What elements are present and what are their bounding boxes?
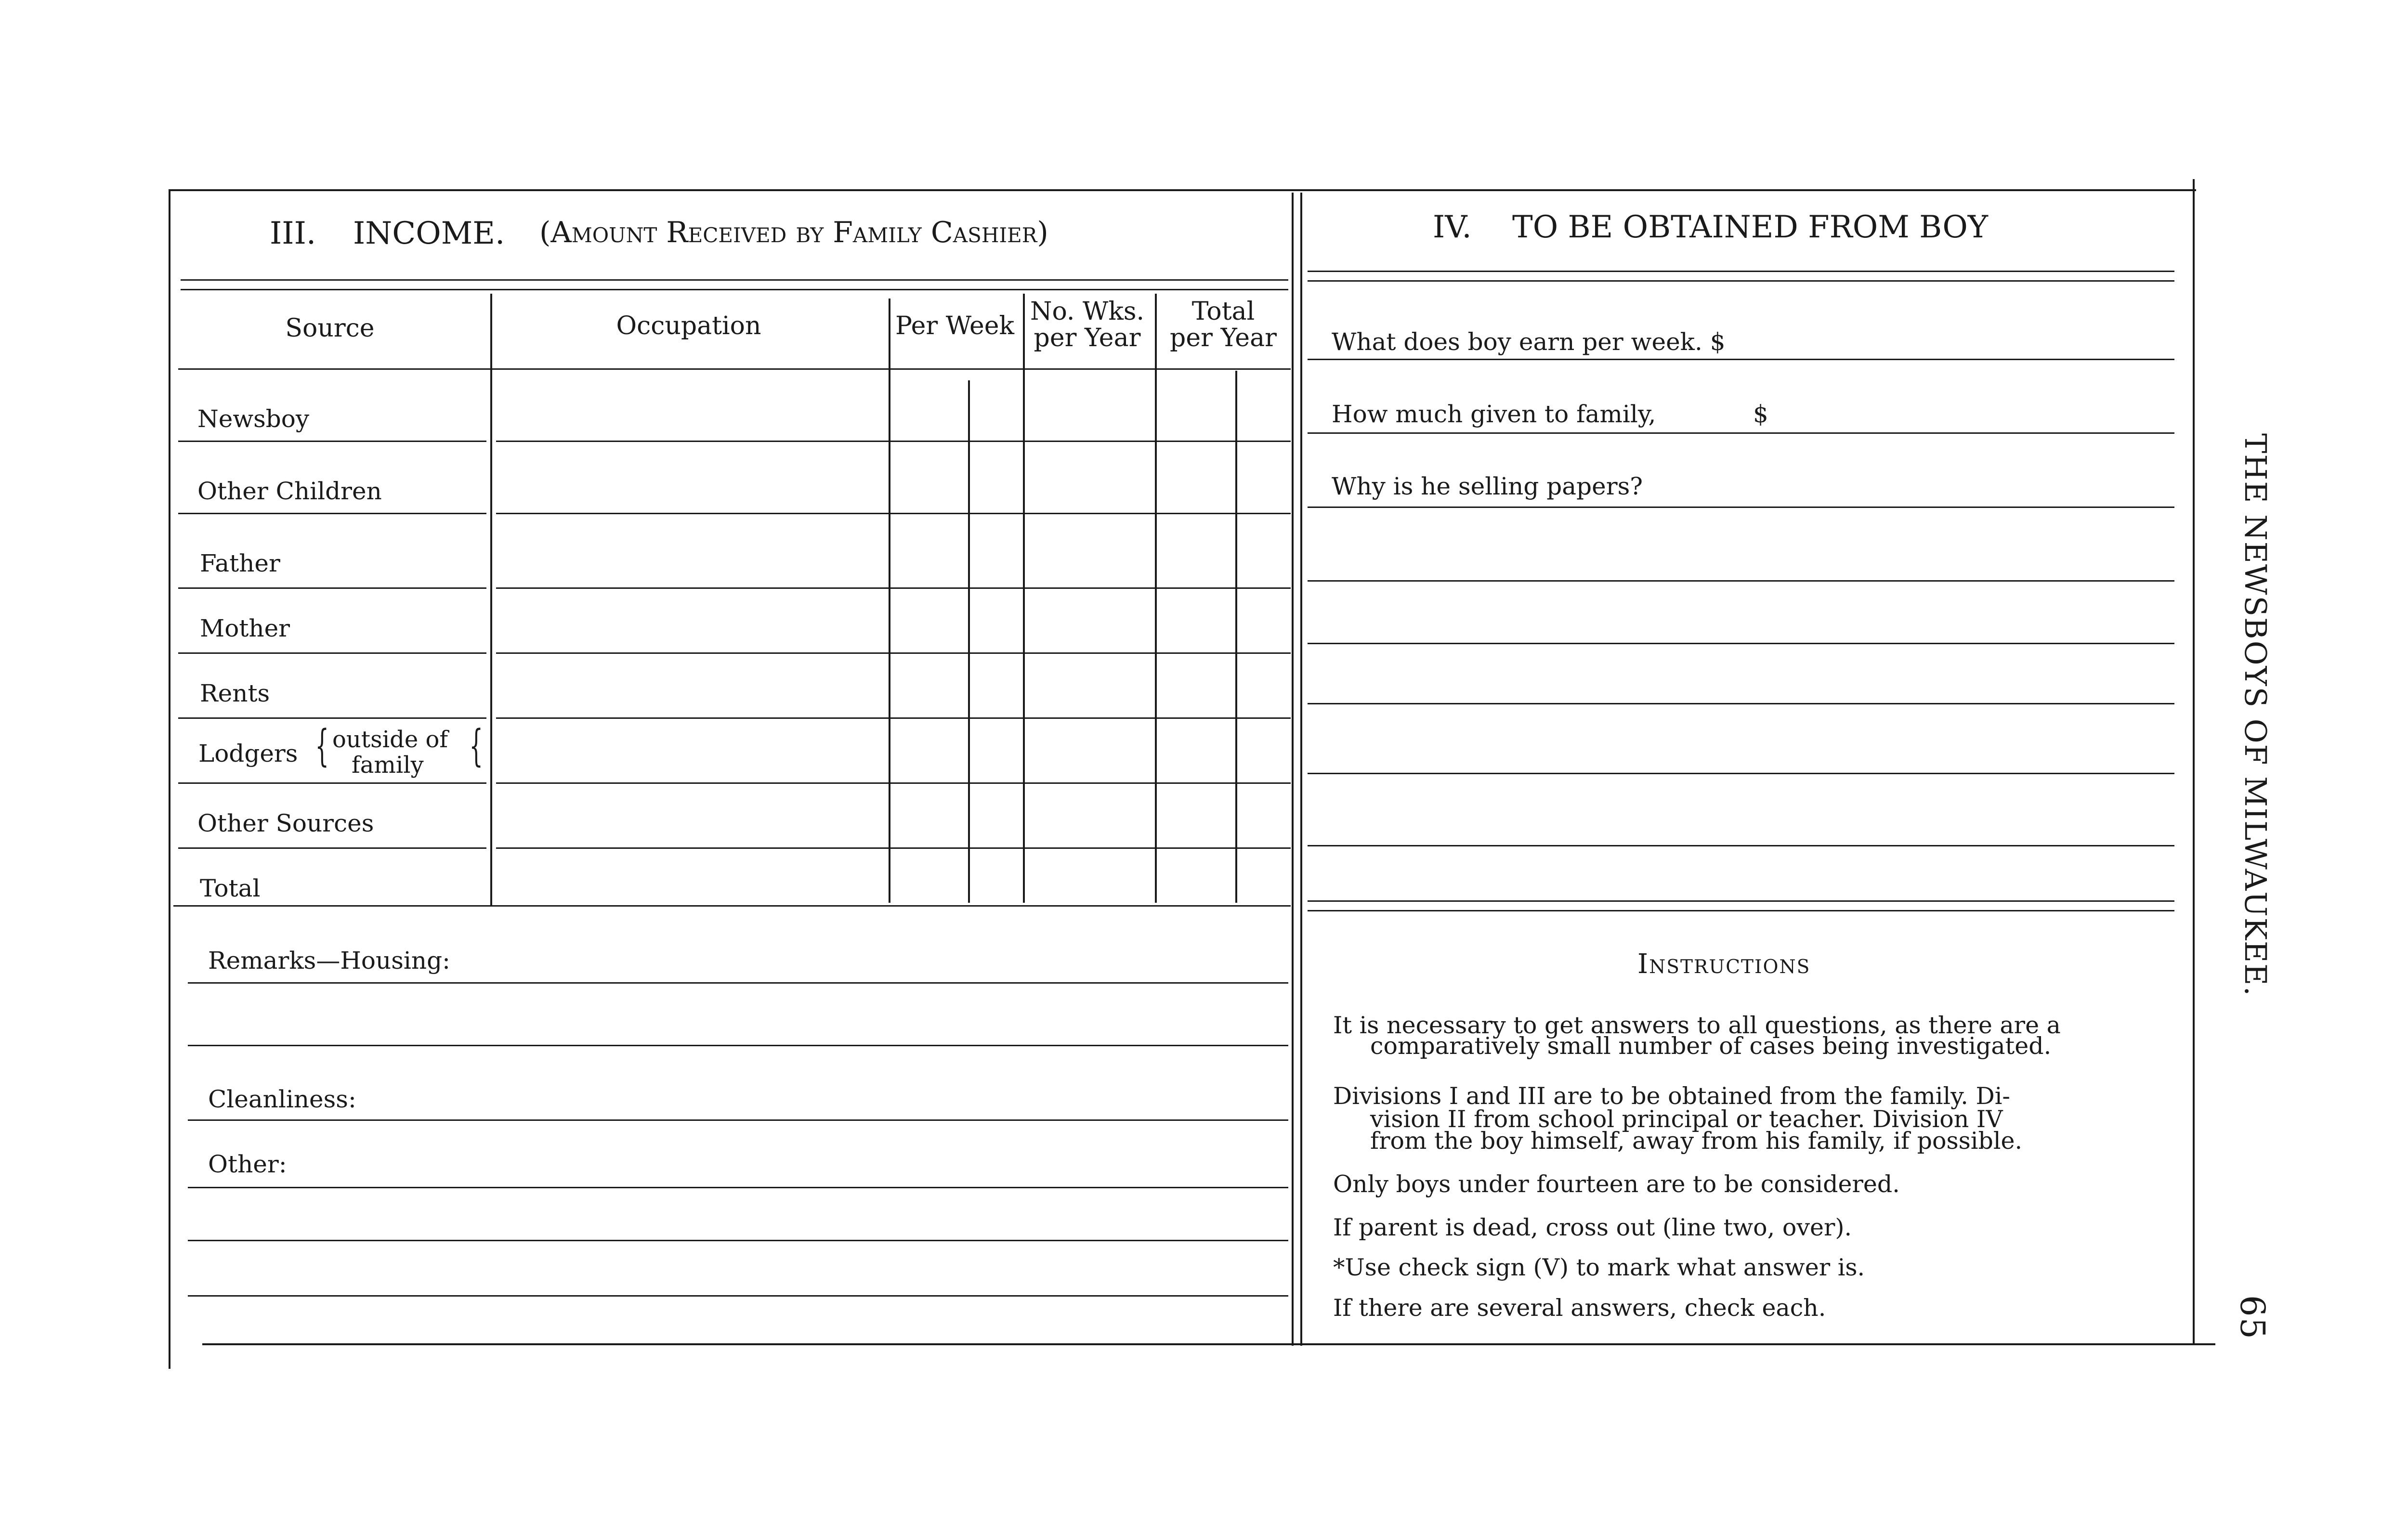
col-per-week-header: Per Week (895, 312, 1015, 340)
instruction-3: Only boys under fourteen are to be considered. (1333, 1170, 1900, 1198)
answer-rule (1308, 359, 2174, 360)
col-divider-total-cents (1235, 371, 1237, 903)
income-columns-rule (178, 368, 1291, 370)
instruction-1-line2: comparatively small number of cases being investigated. (1370, 1032, 2052, 1060)
answer-rule (1308, 432, 2174, 434)
row-other-sources-label: Other Sources (197, 809, 374, 837)
row-rule (496, 717, 1291, 719)
answer-rule (1308, 507, 2174, 508)
col-divider-per-week-cents (968, 380, 970, 903)
other-rule (188, 1295, 1288, 1297)
answer-rule (1308, 643, 2174, 644)
running-title: THE NEWSBOYS OF MILWAUKEE. (2238, 433, 2273, 997)
row-newsboy-label: Newsboy (197, 405, 310, 433)
income-header-rule-2 (181, 289, 1288, 290)
question-given-to-family: How much given to family, (1332, 400, 1656, 428)
col-divider-occupation (889, 299, 890, 903)
col-divider-source (490, 294, 492, 905)
row-rule (178, 652, 486, 654)
cleanliness-rule (188, 1119, 1288, 1121)
income-heading-number: III. (270, 216, 316, 251)
instruction-4: If parent is dead, cross out (line two, over). (1333, 1214, 1852, 1241)
other-remarks-label: Other: (208, 1150, 287, 1178)
question-given-dollar: $ (1753, 400, 1768, 428)
answer-rule (1308, 703, 2174, 704)
row-rents-label: Rents (200, 679, 270, 707)
remarks-rule (188, 982, 1288, 984)
col-occupation-header: Occupation (616, 312, 761, 340)
boy-heading-number: IV. (1433, 209, 1472, 245)
frame-left-rule (169, 189, 170, 1369)
center-rule-right (1300, 193, 1302, 1346)
instructions-top-rule-2 (1308, 910, 2174, 911)
center-rule-left (1292, 193, 1294, 1346)
row-rule (178, 717, 486, 719)
answer-rule (1308, 773, 2174, 774)
answer-rule (1308, 580, 2174, 582)
boy-header-rule-1 (1308, 271, 2174, 272)
instruction-2-line3: from the boy himself, away from his family, if possible. (1370, 1127, 2023, 1155)
other-rule (188, 1187, 1288, 1188)
cleanliness-label: Cleanliness: (208, 1085, 356, 1113)
frame-bottom-rule (202, 1343, 2215, 1345)
boy-heading-title: TO BE OBTAINED FROM BOY (1512, 209, 1989, 245)
row-rule (178, 847, 486, 849)
row-lodgers-label: Lodgers (198, 740, 298, 767)
boy-header-rule-2 (1308, 280, 2174, 282)
instruction-2-line1: Divisions I and III are to be obtained from the family. Di- (1333, 1082, 2010, 1110)
col-weeks-header (1021, 299, 1153, 351)
income-heading-title: INCOME. (353, 216, 505, 251)
row-rule (496, 847, 1291, 849)
instruction-2-line2: vision II from school principal or teacher. Division IV (1370, 1105, 2003, 1133)
remarks-rule (188, 1045, 1288, 1046)
instruction-1-line1: It is necessary to get answers to all questions, as there are a (1333, 1012, 2061, 1039)
row-rule (178, 513, 486, 514)
col-total-header (1156, 299, 1291, 351)
row-rule (178, 587, 486, 589)
income-heading-subtitle: (Amount Received by Family Cashier) (539, 216, 1048, 249)
row-other-children-label: Other Children (197, 477, 382, 505)
instructions-title: Instructions (1637, 948, 1811, 980)
row-rule (178, 441, 486, 442)
question-why-selling: Why is he selling papers? (1332, 472, 1643, 500)
instruction-5: *Use check sign (V) to mark what answer is. (1333, 1254, 1865, 1281)
frame-top-rule (169, 189, 2196, 191)
table-bottom-rule (173, 905, 1291, 907)
other-rule (188, 1240, 1288, 1241)
answer-rule (1308, 845, 2174, 846)
row-mother-label: Mother (200, 614, 290, 642)
row-rule (496, 652, 1291, 654)
col-weeks-line1: No. Wks. (1030, 297, 1145, 326)
col-divider-weeks (1155, 294, 1157, 903)
page-number: 65 (2233, 1295, 2272, 1340)
row-rule (496, 782, 1291, 784)
lodgers-note-line2: family (352, 752, 424, 779)
col-source-header: Source (285, 314, 375, 343)
row-rule (496, 441, 1291, 442)
question-earn-per-week: What does boy earn per week. $ (1332, 328, 1726, 356)
row-rule (496, 587, 1291, 589)
instruction-6: If there are several answers, check each. (1333, 1294, 1826, 1322)
col-total-line2: per Year (1170, 323, 1277, 352)
income-header-rule-1 (181, 279, 1288, 281)
remarks-housing-label: Remarks—Housing: (208, 947, 450, 974)
row-rule (178, 782, 486, 784)
col-weeks-line2: per Year (1034, 323, 1141, 352)
row-rule (496, 513, 1291, 514)
instructions-top-rule-1 (1308, 900, 2174, 902)
lodgers-right-brace: { (469, 721, 483, 771)
frame-right-rule (2193, 179, 2195, 1344)
col-total-line1: Total (1191, 297, 1255, 326)
row-total-label: Total (200, 874, 261, 902)
lodgers-note-line1: outside of (332, 726, 448, 753)
row-father-label: Father (200, 549, 280, 577)
lodgers-left-brace: { (315, 721, 329, 771)
col-divider-per-week (1023, 294, 1025, 903)
